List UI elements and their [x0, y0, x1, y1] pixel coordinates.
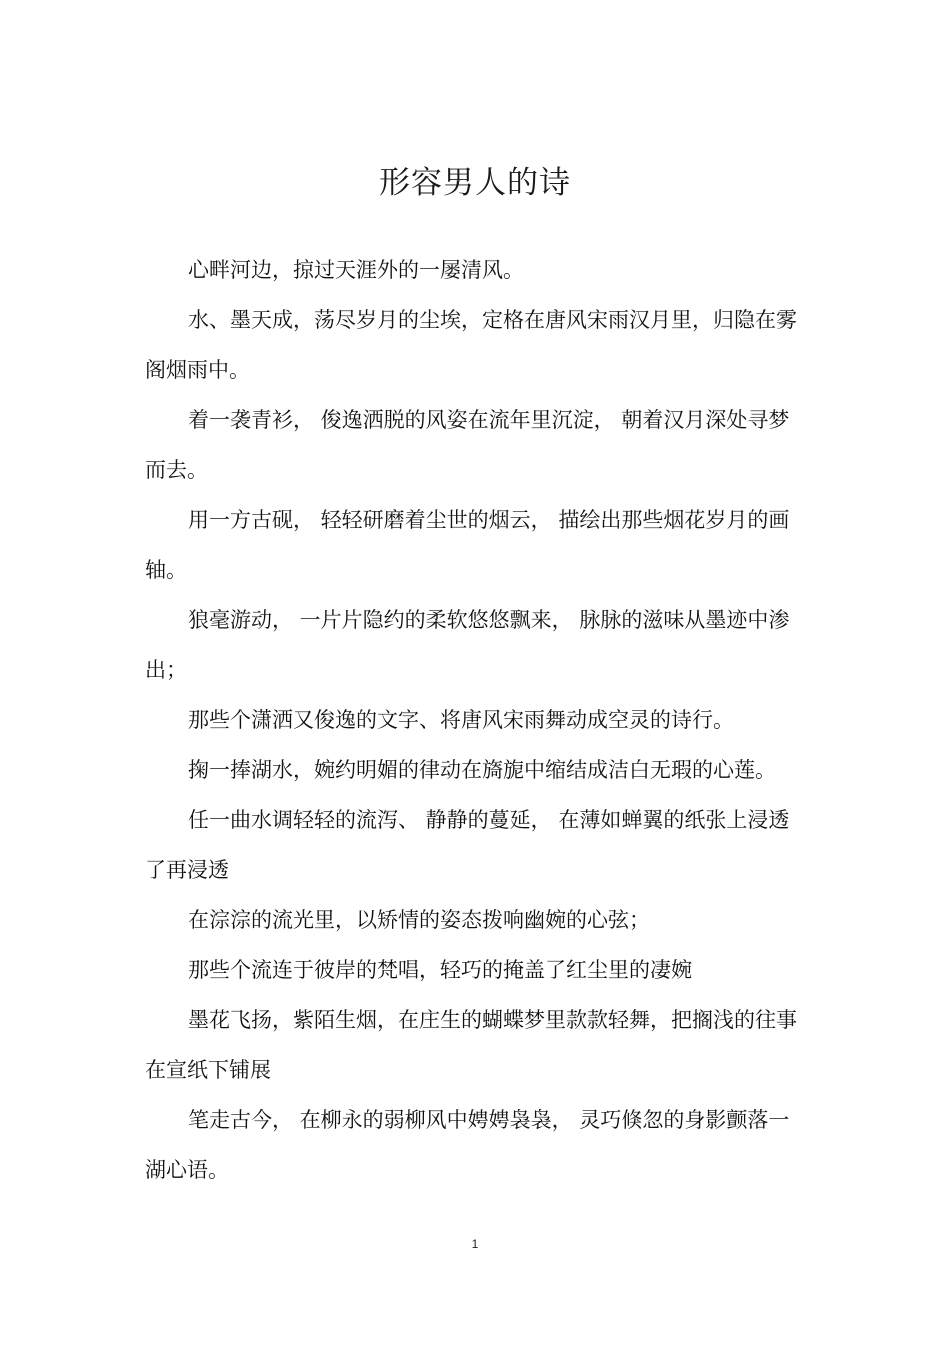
- paragraph: 在淙淙的流光里，以矫情的姿态拨响幽婉的心弦；: [188, 908, 650, 932]
- paragraph: 用一方古砚， 轻轻研磨着尘世的烟云， 描绘出那些烟花岁月的画轴。: [145, 508, 790, 582]
- document-title: 形容男人的诗: [379, 164, 571, 201]
- paragraph: 墨花飞扬，紫陌生烟，在庄生的蝴蝶梦里款款轻舞，把搁浅的往事在宣纸下铺展: [145, 1008, 797, 1082]
- paragraph: 水、墨天成，荡尽岁月的尘埃，定格在唐风宋雨汉月里，归隐在雾阁烟雨中。: [145, 308, 797, 382]
- page-number: 1: [471, 1237, 479, 1251]
- paragraph: 任一曲水调轻轻的流泻、 静静的蔓延， 在薄如蝉翼的纸张上浸透了再浸透: [145, 808, 790, 882]
- paragraph: 着一袭青衫， 俊逸洒脱的风姿在流年里沉淀， 朝着汉月深处寻梦而去。: [145, 408, 790, 482]
- paragraph: 那些个流连于彼岸的梵唱，轻巧的掩盖了红尘里的凄婉: [188, 958, 692, 982]
- paragraph: 狼毫游动， 一片片隐约的柔软悠悠飘来， 脉脉的滋味从墨迹中渗出；: [145, 608, 790, 682]
- paragraph: 掬一捧湖水，婉约明媚的律动在旖旎中缩结成洁白无瑕的心莲。: [188, 758, 776, 782]
- paragraph: 心畔河边，掠过天涯外的一屡清风。: [188, 258, 524, 282]
- paragraph: 笔走古今， 在柳永的弱柳风中娉娉袅袅， 灵巧倏忽的身影颤落一湖心语。: [145, 1108, 790, 1182]
- document-body: [145, 245, 805, 1195]
- paragraph: 那些个潇洒又俊逸的文字、将唐风宋雨舞动成空灵的诗行。: [188, 708, 734, 732]
